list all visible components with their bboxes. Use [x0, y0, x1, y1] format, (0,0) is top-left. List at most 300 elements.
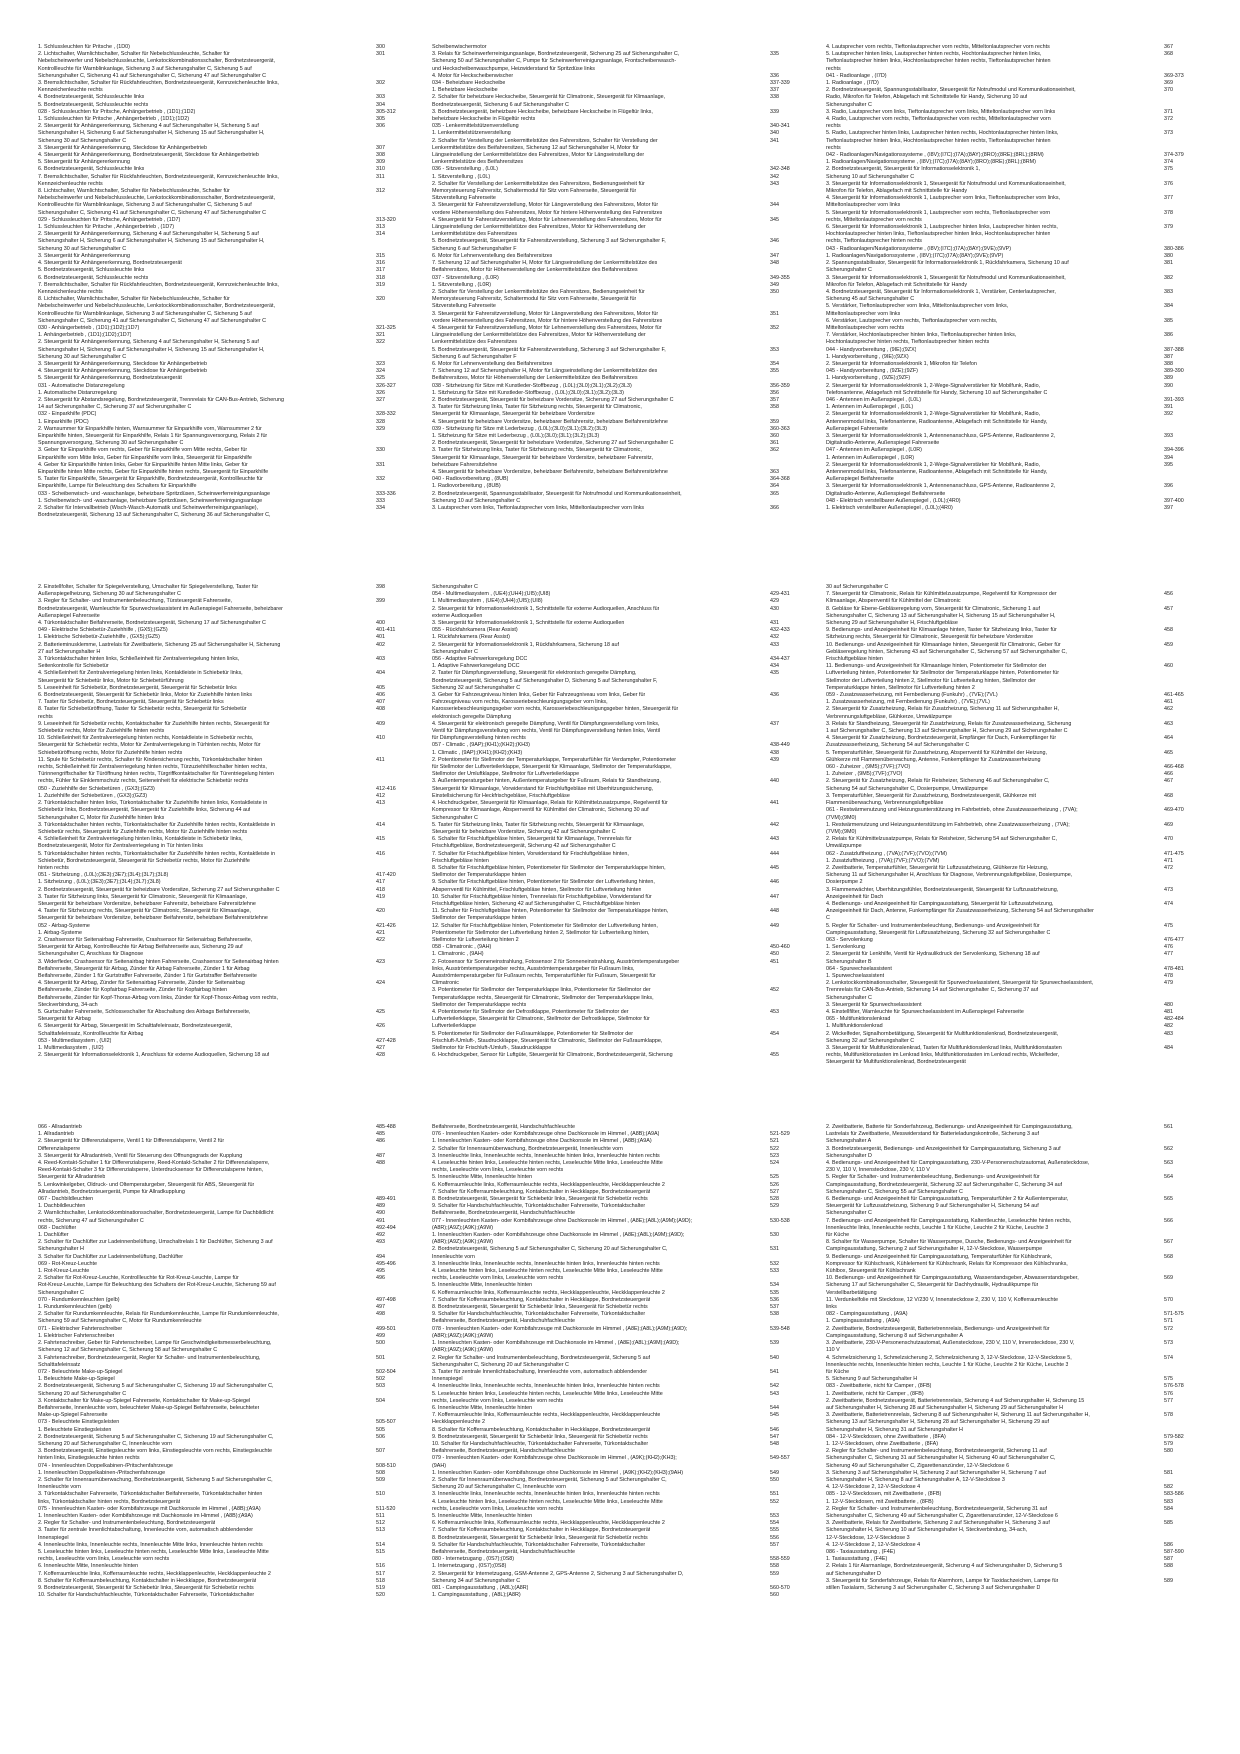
entry-page	[376, 1441, 416, 1448]
entry-text: Ausströmtemperaturgeber für Fußraum rechts, Temperaturfühler für Fußraum, Steuergerät für	[432, 972, 656, 979]
toc-entry	[826, 238, 1204, 245]
entry-page	[1164, 94, 1204, 101]
entry-page: 315	[376, 252, 385, 259]
entry-page: 457	[1164, 605, 1173, 612]
entry-page	[770, 995, 810, 1002]
entry-text: 1. Climatic , (9AP);(KH1);(KH2);(KH3)	[432, 749, 523, 756]
entry-page	[770, 980, 810, 987]
entry-text: 1. Innenleuchten Kasten- oder Kombifahrzeuge mit Dachkonsole im Himmel , (A8E);(A8L);(A9M);(A9D);	[432, 1340, 680, 1347]
entry-text: Sitzverstellung Fahrerseite	[432, 195, 496, 202]
toc-entry	[38, 1355, 416, 1362]
entry-text: 029 - Schlussleuchten für Pritsche, Anhängerbetrieb , (1D7)	[38, 216, 181, 223]
entry-page: 310	[376, 166, 385, 173]
entry-page	[376, 858, 416, 865]
toc-entry	[38, 778, 416, 785]
entry-text: 2. Schalter für Innenraumüberwachung, Bordnetzsteuergerät, Sicherung 5 auf Sicherungshalter C,	[432, 1476, 667, 1483]
entry-text: 4. Motor für Heckscheibenwischer	[432, 72, 514, 79]
entry-page	[770, 332, 810, 339]
entry-page	[1164, 339, 1204, 346]
toc-entry	[432, 706, 810, 713]
entry-text: 068 - Dachlüfter	[38, 1224, 77, 1231]
toc-entry	[432, 1311, 810, 1318]
toc-entry	[432, 419, 810, 426]
toc-entry	[38, 879, 416, 886]
entry-page: 450-460	[770, 944, 790, 951]
entry-text: 033 - Scheibenwisch- und -waschanlage, beheizbare Spritzdüsen, Scheinwerferreinigungsanlage	[38, 490, 270, 497]
entry-text: Verbrennungsluftgebläse, Glühkerze, Umwälzpumpe	[826, 713, 952, 720]
entry-page	[1164, 1268, 1204, 1275]
toc-entry	[826, 894, 1204, 901]
entry-text: Frischluftgebläse hinten	[826, 656, 883, 663]
entry-page: 434-437	[770, 656, 790, 663]
entry-page: 434	[770, 663, 779, 670]
entry-text: links, Türkontaktschalter hinten rechts, Bordnetzsteuergerät	[38, 1498, 181, 1505]
toc-entry	[432, 1362, 810, 1369]
entry-page: 503	[376, 1383, 385, 1390]
entry-page	[376, 202, 416, 209]
toc-entry	[432, 354, 810, 361]
entry-page	[1164, 217, 1204, 224]
entry-text: Nebelscheinwerfer und Nebelschlussleuchte, Lenkstockkombinationsschalter, Bordnetzsteuergerät,	[38, 303, 276, 310]
entry-page: 431	[770, 620, 779, 627]
entry-text: 1. Beheizbare Heckscheibe	[432, 87, 498, 94]
entry-page: 304	[376, 101, 385, 108]
entry-text: 3. Taster für zentrale Innenlichtabschaltung, Innenleuchte vorn, automatisch abblendender	[432, 1368, 648, 1375]
entry-text: 048 - Elektrisch verstellbarer Außenspiegel , (L0L);(4R0)	[826, 497, 961, 504]
entry-page	[770, 771, 810, 778]
toc-entry	[826, 404, 1204, 411]
entry-page: 432	[770, 634, 779, 641]
entry-text: Dosierpumpe 2	[826, 879, 863, 886]
entry-page	[1164, 714, 1204, 721]
entry-text: 3. Bordnetzsteuergerät, Einstiegsleuchte vorn links, Einstiegsleuchte vorn rechts, Einstiegsleuchte	[38, 1448, 273, 1455]
entry-text: 5. Taster für Einparkhilfe, Steuergerät für Einparkhilfe, Bordnetzsteuergerät, Kontrollleuchte für	[38, 476, 263, 483]
toc-entry	[432, 174, 810, 181]
toc-entry	[826, 692, 1204, 699]
toc-entry	[38, 721, 416, 728]
entry-page: 389	[1164, 375, 1173, 382]
entry-page	[1164, 930, 1204, 937]
entry-page: 400	[376, 620, 385, 627]
entry-text: Sicherung 49 auf Sicherungshalter C, Zigarettenanzünder, 12-V-Steckdose 6	[826, 1462, 1010, 1469]
toc-entry	[432, 1297, 810, 1304]
entry-page: 528	[770, 1196, 779, 1203]
toc-entry	[432, 166, 810, 173]
entry-text: 3. Bordnetzsteuergerät, beheizbare Heckscheibe, beheizbare Heckscheibe in Flügeltür links,	[432, 108, 653, 115]
entry-text: Sicherungshalter H, Sicherung 10 auf Sicherungshalter H, Steckverbindung, 34-ach,	[826, 1527, 1028, 1534]
toc-entry	[826, 1268, 1204, 1275]
entry-text: Klimaanlage, Absperrventil für Kühlmittel der Climatronic	[826, 598, 961, 605]
entry-text: Sicherung 20 auf Sicherungshalter C, Innenleuchte vorn	[432, 1484, 566, 1491]
toc-entry	[38, 87, 416, 94]
entry-text: 036 - Sitzverstellung , (L0L)	[432, 166, 498, 173]
entry-text: 4. Leseleuchte hinten links, Leseleuchte hinten rechts, Leseleuchte Mitte links, Leseleuchte Mitte	[432, 1498, 663, 1505]
entry-page: 328	[376, 418, 385, 425]
entry-page: 492	[376, 1232, 385, 1239]
entry-page	[376, 347, 416, 354]
entry-text: 2. Warnsummer für Einparkhilfe hinten, Warnsummer für Einparkhilfe vorn, Warnsummer 2 für	[38, 425, 262, 432]
entry-text: 057 - Climatic , (9AP);(KH1);(KH2);(KH3)	[432, 742, 530, 749]
entry-text: 1. Airbag-Systeme	[38, 929, 83, 936]
toc-entry	[826, 807, 1204, 814]
toc-entry	[432, 152, 810, 159]
toc-column	[826, 584, 1204, 1067]
entry-page: 384	[1164, 303, 1173, 310]
entry-text: Sicherung 32 auf Sicherungshalter C	[826, 1037, 915, 1044]
entry-text: 3. Innenleuchte links, Innenleuchte rechts, Innenleuchte hinten links, Innenleuchte hinten rechts	[432, 1260, 660, 1267]
entry-text: Sicherungshalter C	[826, 267, 872, 274]
entry-page: 403	[376, 656, 385, 663]
toc-entry	[826, 1254, 1204, 1261]
entry-text: 081 - Campingausstattung , (A8L);(A8R)	[432, 1585, 529, 1591]
entry-text: 063 - Servolenkung	[826, 936, 873, 943]
entry-page	[376, 1499, 416, 1506]
entry-text: 2. Steuergerät für Informationselektronik 1, 2-Wege-Signalverstärker für Mobilfunk, Radio,	[826, 382, 1041, 389]
entry-page	[770, 455, 810, 462]
toc-entry	[432, 1189, 810, 1196]
entry-page	[770, 1002, 810, 1009]
entry-page: 466	[1164, 771, 1173, 778]
entry-text: Innenspiegel	[432, 1376, 463, 1383]
entry-text: 2. Schalter für Verstellung der Lenkermittelstütze des Fahrersitzes, Schalter für Verstellung der	[432, 137, 658, 144]
entry-page	[770, 210, 810, 217]
entry-page: 446	[770, 879, 779, 886]
toc-entry	[38, 750, 416, 757]
toc-entry	[38, 397, 416, 404]
entry-page	[770, 793, 810, 800]
entry-page: 396	[1164, 483, 1173, 490]
entry-page	[1164, 995, 1204, 1002]
entry-page	[1164, 1571, 1204, 1578]
entry-text: 3. Bremslichtschalter, Schalter für Rückfahrleuchten, Bordnetzsteuergerät, Kennzeichenleuchte links,	[38, 80, 279, 87]
entry-page	[376, 995, 416, 1002]
toc-entry	[38, 995, 416, 1002]
entry-page: 573	[1164, 1340, 1173, 1347]
entry-text: 3. Türkontaktschalter hinten links, Schließeinheit für Zentralverriegelung hinten links,	[38, 656, 240, 663]
entry-text: 1. Scheibenwisch- und -waschanlage, beheizbare Spritzdüsen, Scheinwerferreinigungsanlage	[38, 497, 263, 504]
entry-page: 511-520	[376, 1505, 396, 1512]
entry-page	[1164, 1261, 1204, 1268]
entry-page	[376, 1282, 416, 1289]
entry-text: Nebelscheinwerfer und Nebelschlussleuchte, Lenkstockkombinationsschalter, Bordnetzsteuergerät,	[38, 195, 276, 202]
entry-page	[770, 296, 810, 303]
toc-entry	[432, 865, 810, 872]
entry-text: 7. Schalter für Kofferraumbeleuchtung, Kontaktschalter in Heckklappe, Bordnetzsteuergerät	[432, 1527, 651, 1534]
toc-entry	[38, 253, 416, 260]
entry-text: Einstellsicherung für Heckfrischgebläse, Frischluftgebläse	[432, 792, 570, 799]
entry-page: 318	[376, 274, 385, 281]
entry-text: 4. Schließeinheit für Zentralverriegelung hinten links, Kontaktleiste in Schiebetür links,	[38, 670, 243, 677]
entry-text: hinten links, Einstiegsleuchte hinten rechts	[38, 1455, 140, 1462]
entry-text: 1. Beleuchtete Einstiegsleisten	[38, 1426, 112, 1433]
toc-entry	[826, 80, 1204, 87]
toc-entry	[432, 735, 810, 742]
entry-page: 334	[376, 505, 385, 511]
entry-text: 4. 12-V-Steckdose 2, 12-V-Steckdose 4	[826, 1541, 921, 1548]
entry-page: 444	[770, 850, 779, 857]
toc-entry	[38, 1160, 416, 1167]
toc-entry	[826, 670, 1204, 677]
entry-page	[376, 1246, 416, 1253]
entry-text: Ventil für Dämpfungsverstellung vorn rechts, Ventil für Dämpfungsverstellung hinten links, Ventil	[432, 728, 661, 735]
toc-entry	[432, 375, 810, 382]
entry-text: Sicherung 11 auf Sicherungshalter H, Anschluss für Diagnose, Verbrennungsluftgebläse, Dosierpumpe,	[826, 872, 1073, 879]
toc-entry	[432, 505, 810, 512]
entry-text: 11. Spule für Schiebetür rechts, Schalter für Kindersicherung rechts, Türkontaktschalter hinten	[38, 756, 263, 763]
toc-entry	[432, 267, 810, 274]
entry-text: Bordnetzsteuergerät, Sicherung 6 auf Sicherungshalter C	[432, 101, 569, 108]
toc-entry	[38, 1491, 416, 1498]
entry-page	[376, 843, 416, 850]
toc-entry	[826, 1009, 1204, 1016]
entry-page	[1164, 1138, 1204, 1145]
entry-page: 570	[1164, 1296, 1173, 1303]
toc-entry	[38, 649, 416, 656]
entry-text: 4. Bordnetzsteuergerät, Schlussleuchte links	[38, 94, 145, 101]
entry-page: 426	[376, 1023, 385, 1030]
toc-entry	[38, 1477, 416, 1484]
entry-text: 2. Steuergerät für Informationselektronik 1, Rückfahrkamera, Sicherung 18 auf	[432, 641, 619, 648]
toc-entry	[826, 1542, 1204, 1549]
entry-text: 031 - Automatische Distanzregelung	[38, 382, 125, 389]
entry-text: Sicherungshalter C, Sicherung 41 auf Sicherungshalter C, Sicherung 47 auf Sicherungshalter C	[38, 209, 267, 216]
toc-entry	[432, 1455, 810, 1462]
toc-entry	[432, 1340, 810, 1347]
entry-text: 4. Steuergerät für Informationselektronik 1, Lautsprecher vorn links, Tieftonlautsprecher vorn links,	[826, 195, 1061, 202]
toc-entry	[38, 951, 416, 958]
toc-entry	[432, 1506, 810, 1513]
entry-page: 361	[770, 440, 779, 447]
toc-entry	[826, 1182, 1204, 1189]
entry-page: 456	[1164, 591, 1173, 598]
toc-entry	[432, 58, 810, 65]
entry-page: 555	[770, 1527, 779, 1534]
entry-page: 451	[770, 958, 779, 965]
entry-page	[1164, 1405, 1204, 1412]
toc-entry	[432, 1434, 810, 1441]
entry-text: 2. Einstellfolter, Schalter für Spiegelverstellung, Umschalter für Spiegelverstellung, Taster für	[38, 584, 259, 590]
entry-text: Bordnetzsteuergerät, Warnleuchte für Spurwechselassistent im Außenspiegel Fahrerseite, beheizbarer	[38, 605, 283, 612]
entry-page	[770, 786, 810, 793]
entry-page: 366	[770, 505, 779, 511]
toc-entry	[432, 800, 810, 807]
toc-entry	[432, 411, 810, 418]
toc-entry	[826, 1246, 1204, 1253]
entry-text: 2. Batterieminusklemme, Lastrelais für Zweitbatterie, Sicherung 25 auf Sicherungshalter H, Sicherung	[38, 641, 281, 648]
toc-entry	[432, 1146, 810, 1153]
entry-page: 583-586	[1164, 1491, 1184, 1498]
entry-page: 483	[1164, 1030, 1173, 1037]
entry-page	[770, 66, 810, 73]
toc-entry	[38, 1268, 416, 1275]
entry-page: 581	[1164, 1469, 1173, 1476]
entry-page: 348	[770, 260, 779, 267]
toc-entry	[38, 433, 416, 440]
entry-page: 583	[1164, 1498, 1173, 1505]
entry-page	[770, 815, 810, 822]
toc-entry	[432, 1513, 810, 1520]
entry-text: 066 - Allradantrieb	[38, 1124, 82, 1130]
toc-entry	[826, 166, 1204, 173]
entry-page: 586	[1164, 1541, 1173, 1548]
toc-entry	[826, 181, 1204, 188]
toc-entry	[38, 706, 416, 713]
entry-text: 3. Steuergerät für Informationselektronik 1, Steuergerät für Notrufmodul und Kommunikationseinheit,	[826, 274, 1066, 281]
toc-entry	[432, 699, 810, 706]
entry-text: 1. 12-V-Steckdosen, ohne Zweitbatterie , (8FA)	[826, 1440, 939, 1447]
entry-page: 550	[770, 1476, 779, 1483]
toc-entry	[38, 1016, 416, 1023]
toc-entry	[826, 642, 1204, 649]
toc-entry	[38, 1347, 416, 1354]
toc-entry	[38, 858, 416, 865]
entry-page: 580	[1164, 1448, 1173, 1455]
toc-entry	[432, 1045, 810, 1052]
toc-entry	[432, 692, 810, 699]
toc-entry	[826, 1232, 1204, 1239]
toc-entry	[38, 1592, 416, 1599]
entry-page: 394-396	[1164, 447, 1184, 454]
entry-text: 037 - Sitzverstellung , (L0R)	[432, 274, 499, 281]
entry-page	[1164, 800, 1204, 807]
entry-text: 3. Geber für Fahrzeugniveau hinten links, Geber für Fahrzeugniveau vorn links, Geber für	[432, 692, 646, 699]
entry-page	[376, 73, 416, 80]
entry-page	[770, 102, 810, 109]
toc-entry	[432, 1527, 810, 1534]
toc-entry	[38, 1031, 416, 1038]
entry-text: Memorysteuerung Fahrersitz, Schaltermodul für Sitz vorn Fahrerseite, Steuergerät für	[432, 296, 637, 303]
entry-text: 062 - Zusatzluftheizung , (7VA);(7VF);(7VO);(7VM)	[826, 850, 947, 857]
toc-entry	[38, 915, 416, 922]
entry-text: 4. Türkontaktschalter Beifahrerseite, Bordnetzsteuergerät, Sicherung 17 auf Sicherungshalter C	[38, 620, 266, 627]
entry-text: 3. Zweitbatterie, Batterietrennrelais, Sicherung 8 auf Sicherungshalter H, Sicherung 11 auf Sicherungshalter H,	[826, 1412, 1090, 1419]
entry-page: 412	[376, 792, 385, 799]
entry-page: 392	[1164, 411, 1173, 418]
toc-entry	[432, 368, 810, 375]
entry-text: 3. Taster für Sitzheizung links, Taster für Sitzheizung rechts, Steuergerät für Climatronic,	[432, 447, 642, 454]
entry-text: 083 - Zweitbatterie, nicht für Camper , (8FB)	[826, 1383, 932, 1390]
entry-page: 369	[1164, 80, 1173, 87]
entry-text: 2. Wickelfeder, Signalhornbetätigung, Steuergerät für Multifunktionslenkrad, Bordnetzsteuergerät,	[826, 1030, 1059, 1037]
toc-entry	[826, 1239, 1204, 1246]
toc-entry	[432, 1138, 810, 1145]
entry-page: 370	[1164, 87, 1173, 94]
entry-text: Steuergerät für beheizbare Vordersitze, beheizbarer Fahrersitz, beheizbare Fahrersitzlehne	[38, 900, 256, 907]
toc-entry	[826, 721, 1204, 728]
entry-page	[376, 649, 416, 656]
toc-entry	[432, 670, 810, 677]
entry-page: 589	[1164, 1577, 1173, 1584]
entry-page: 327	[376, 396, 385, 403]
entry-text: 1. Innenleuchten Kasten- oder Kombifahrzeuge mit Dachkonsole im Himmel , (A8B);(A9A)	[38, 1512, 253, 1519]
toc-entry	[432, 44, 810, 51]
entry-text: Kennzeichenleuchte rechts	[38, 87, 103, 94]
toc-entry	[826, 116, 1204, 123]
entry-page: 554	[770, 1520, 779, 1527]
entry-text: 1. Zusatzluftheizung , (7VA);(7VF);(7VO);(7VM)	[826, 857, 940, 864]
entry-page: 508-510	[376, 1462, 396, 1469]
toc-entry	[432, 851, 810, 858]
toc-column	[432, 1124, 810, 1599]
toc-entry	[432, 634, 810, 641]
toc-entry	[432, 1592, 810, 1599]
toc-entry	[432, 1239, 810, 1246]
toc-entry	[826, 1304, 1204, 1311]
entry-text: 1. Allradantrieb	[38, 1131, 74, 1138]
entry-page: 421-426	[376, 922, 396, 929]
toc-entry	[38, 145, 416, 152]
entry-page: 383	[1164, 288, 1173, 295]
entry-page: 312	[376, 188, 385, 195]
toc-entry	[826, 1189, 1204, 1196]
entry-page: 349-355	[770, 274, 790, 281]
entry-text: Nebelscheinwerfer und Nebelschlussleuchte, Lenkstockkombinationsschalter, Bordnetzsteuergerät,	[38, 58, 276, 65]
entry-page: 408	[376, 706, 385, 713]
entry-text: 3. Steuergerät für Fahrersitzverstellung, Motor für Längsverstellung des Fahrersitzes, Motor für	[432, 202, 659, 209]
toc-entry	[826, 584, 1204, 591]
entry-page: 401	[376, 634, 385, 641]
toc-entry	[38, 829, 416, 836]
entry-page	[376, 951, 416, 958]
entry-text: 6. Motor für Lehnenverstellung des Beifahrersitzes	[432, 360, 553, 367]
toc-entry	[826, 202, 1204, 209]
toc-entry	[432, 195, 810, 202]
entry-text: Kompressor für Klimaanlage, Absperrventil für Kühlmittel der Climatronic, Sicherung 30 auf	[432, 807, 649, 814]
entry-text: 12-V-Steckdose, 12-V-Steckdose 3	[826, 1534, 910, 1541]
toc-entry	[432, 347, 810, 354]
toc-entry	[38, 670, 416, 677]
toc-entry	[432, 822, 810, 829]
toc-entry	[826, 339, 1204, 346]
toc-entry	[826, 951, 1204, 958]
entry-text: 044 - Handyvorbereitung , (9IE);(9ZX)	[826, 346, 917, 353]
toc-entry	[38, 1369, 416, 1376]
entry-text: Steuergerät für Klimaanlage, Steuergerät für beheizbare Vordersitze, beheizbarer Fahrersitz,	[432, 454, 654, 461]
toc-entry	[432, 159, 810, 166]
toc-entry	[432, 1326, 810, 1333]
entry-page: 551	[770, 1491, 779, 1498]
toc-entry	[38, 116, 416, 123]
entry-page: 585	[1164, 1520, 1173, 1527]
toc-entry	[826, 1376, 1204, 1383]
entry-text: Sicherungshalter H, Sicherung 6 auf Sicherungshalter H, Sicherung 15 auf Sicherungshalter H,	[38, 238, 265, 245]
toc-entry	[432, 606, 810, 613]
toc-entry	[38, 505, 416, 512]
entry-text: 5. Sicherung 9 auf Sicherungshalter H	[826, 1376, 918, 1383]
toc-entry	[38, 1441, 416, 1448]
entry-page	[770, 1023, 810, 1030]
entry-page: 340-341	[770, 123, 790, 130]
entry-page: 386	[1164, 332, 1173, 339]
entry-text: Längseinstellung der Lenkermittelstütze des Fahrersitzes, Motor für Höhenverstellung der	[432, 224, 646, 231]
toc-entry	[38, 973, 416, 980]
toc-entry	[826, 1333, 1204, 1340]
entry-page	[376, 1412, 416, 1419]
toc-entry	[826, 1160, 1204, 1167]
entry-page	[376, 433, 416, 440]
toc-entry	[38, 872, 416, 879]
toc-entry	[432, 757, 810, 764]
toc-entry	[826, 1491, 1204, 1498]
entry-page: 391	[1164, 404, 1173, 411]
entry-page: 350	[770, 288, 779, 295]
entry-text: Einparkhilfe, Lampe für Beleuchtung des Schalters für Einparkhilfe	[38, 483, 197, 490]
entry-text: 3. Steuergerät für Anhängererkennung	[38, 252, 131, 259]
entry-text: Sicherungshalter C, Sicherung 55 auf Sicherungshalter C	[826, 1188, 963, 1195]
toc-entry	[38, 699, 416, 706]
entry-text: 039 - Sitzheizung für Sitze mit Lederbezug , (L0L);(3L0);(3L1);(3L2);(3L3)	[432, 425, 607, 432]
entry-page	[770, 246, 810, 253]
